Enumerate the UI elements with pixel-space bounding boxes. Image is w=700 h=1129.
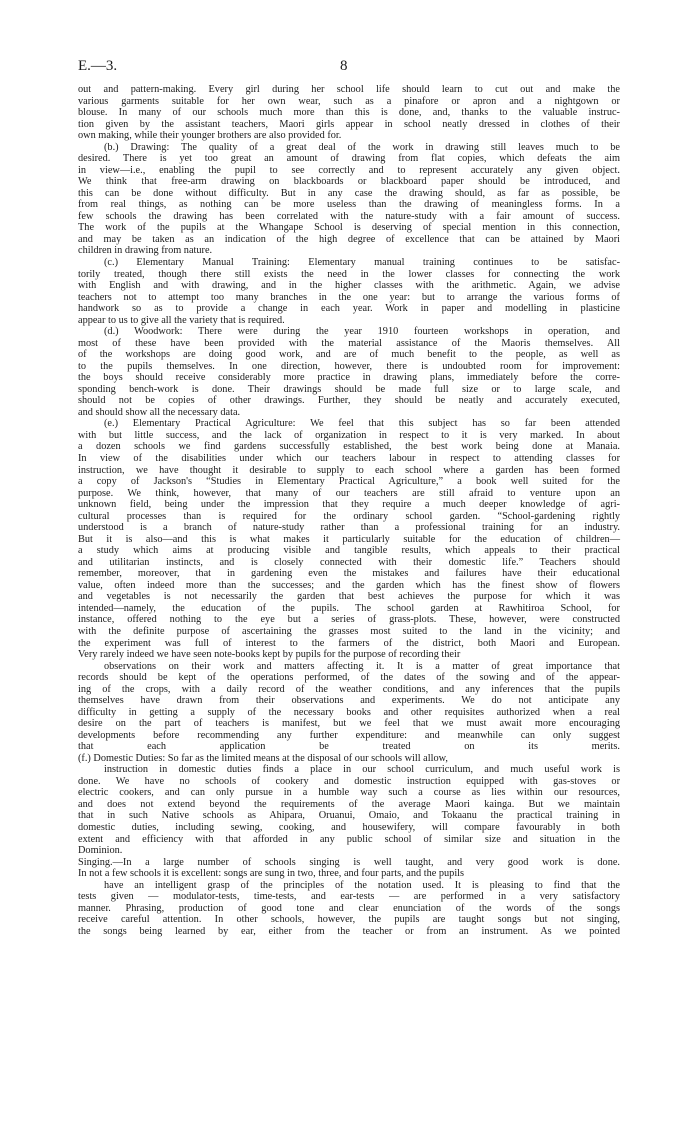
text-line: (c.) Elementary Manual Training: Elementary manual training continues to be satisfac-: [104, 256, 620, 268]
text-line: (d.) Woodwork: There were during the year 1910 fourteen workshops in operation, and: [104, 326, 620, 338]
text-line: Singing.—In a large number of schools singing is well taught, and very good work is done.: [78, 856, 620, 868]
text-line: various garments suitable for her own wear, such as a pinafore or apron and a nightgown or: [78, 95, 620, 107]
text-line: with the definite purpose of ascertaining the grasses most suited to the land in the vicinity; and: [78, 625, 620, 637]
text-line: few schools the drawing has been correlated with the nature-study with a fair amount of success.: [78, 210, 620, 222]
text-line: out and pattern-making. Every girl during her school life should learn to cut out and make the: [78, 84, 620, 95]
text-line: themselves have drawn from their observations and experiments. We do not anticipate any: [78, 695, 620, 707]
page-header: [78, 58, 618, 78]
text-line: and does not extend beyond the requirements of the average Maori kainga. But we maintain: [78, 798, 620, 810]
text-line: the experiment was full of interest to the farmers of the district, both Maori and European.: [78, 637, 620, 649]
text-line: should not be copies of other drawings. Further, they should be neatly and accurately executed,: [78, 395, 620, 407]
document-reference: E.—3.: [78, 58, 118, 74]
text-line: instruction in domestic duties finds a place in our school curriculum, and much useful work is: [104, 764, 620, 776]
text-line: tests given — modulator-tests, time-tests, and ear-tests — are performed in a very satisfactory: [78, 891, 620, 903]
text-line: sponding bench-work is done. Their drawings should be made full size or to large scale, and: [78, 383, 620, 395]
text-line: the boys should receive considerably more practice in drawing plans, immediately before the corre-: [78, 372, 620, 384]
text-line: In not a few schools it is excellent: songs are sung in two, three, and four parts, and the pupils: [78, 868, 465, 880]
text-line: difficulty in getting a supply of the necessary books and other requisites authorized when a real: [78, 706, 620, 718]
text-line: The work of the pupils at the Whangape School is deserving of special mention in this connection,: [78, 222, 620, 234]
text-line: We think that free-arm drawing on blackboards or blackboard paper should be introduced, and: [78, 176, 620, 188]
text-line: children in drawing from nature.: [78, 245, 213, 257]
text-line: ing of the crops, with a daily record of the weather conditions, and any inferences that the pupils: [78, 683, 620, 695]
text-line: tion given by the assistant teachers, Maori girls appear in school neatly dressed in clothes of their: [78, 118, 620, 130]
text-line: manner. Phrasing, production of good tone and clear enunciation of the words of the songs: [78, 902, 620, 914]
text-line: In view of the disabilities under which our teachers labour in respect to attending classes for: [78, 453, 620, 464]
text-line: and should show all the necessary data.: [78, 406, 241, 418]
text-line: value, often indeed more than the successes; and the garden which has the finest show of flowers: [78, 579, 620, 591]
text-line: own making, while their younger brothers are also provided for.: [78, 130, 342, 142]
text-line: handwork so as to provide a change in each year. Work in paper and modelling in plasticine: [78, 303, 620, 315]
text-line: the songs being learned by ear, either from the teacher or from an instrument. As we pointed: [78, 925, 620, 937]
text-line: with but little success, and the lack of organization in respect to it is very marked. In about: [78, 429, 620, 441]
text-line: But it is also—and this is what makes it particularly suitable for the education of children—: [78, 533, 620, 545]
text-line: intended—namely, the education of the pupils. The school garden at Rawhitiroa School, for: [78, 602, 620, 614]
text-line: and vegetables is not necessarily the garden that best achieves the purpose for which it was: [78, 591, 620, 603]
text-line: from real things, as nothing can be more useless than the drawing of meaningless forms. In a: [78, 199, 620, 211]
text-line: Dominion.: [78, 845, 123, 857]
text-line: receive careful attention. In other schools, however, the pupils are taught songs but not singing,: [78, 914, 620, 926]
text-line: domestic duties, including sewing, cooking, and housewifery, will compare favourably in both: [78, 822, 620, 833]
text-line: to the pupils themselves. In one direction, however, there is undoubted room for improvement:: [78, 360, 620, 372]
body-text: [78, 84, 620, 937]
text-line: a dozen schools we find gardens successfully established, the best work being done at Manaia.: [78, 441, 620, 453]
text-line: most of these have been provided with the material assistance of the Maoris themselves. All: [78, 337, 620, 349]
text-line: desire on the part of teachers is manifest, but we feel that we must await more encouraging: [78, 718, 620, 730]
text-line: (f.) Domestic Duties: So far as the limited means at the disposal of our schools will allow,: [78, 752, 448, 764]
text-line: have an intelligent grasp of the principles of the notation used. It is pleasing to find that the: [104, 879, 620, 891]
text-line: that in such Native schools as Ahipara, Oruanui, Omaio, and Tokaanu the practical training in: [78, 810, 620, 822]
text-line: instruction, we have thought it desirable to supply to each school where a garden has been formed: [78, 464, 620, 476]
text-line: understood is a branch of nature-study rather than a professional training for an industry.: [78, 522, 620, 534]
text-line: done. We have no schools of cookery and domestic instruction equipped with gas-stoves or: [78, 775, 620, 787]
text-line: a study which aims at producing visible and tangible results, which appeals to their practical: [78, 545, 620, 557]
text-line: records should be kept of the operations performed, of the dates of the sowing and of the appear-: [78, 672, 620, 684]
text-line: remember, moreover, that in gardening even the mistakes and failures have their educational: [78, 568, 620, 580]
text-line: extent and efficiency with that afforded in any public school of similar size and situation in the: [78, 833, 620, 845]
text-line: Very rarely indeed we have seen note-books kept by pupils for the purpose of recording their: [78, 649, 461, 661]
text-line: a copy of Jackson's “Studies in Elementary Practical Agriculture,” a book well suited for the: [78, 476, 620, 488]
text-line: in view—i.e., enabling the pupil to see correctly and to represent accurately any given object.: [78, 164, 620, 176]
text-line: and may be taken as an indication of the high degree of excellence that can be attained by Maori: [78, 233, 620, 245]
text-line: developments before recommending any further expenditure: and meanwhile can only suggest: [78, 729, 620, 741]
text-line: electric cookers, and can only pursue in a humble way such a course as lies within our resources,: [78, 787, 620, 799]
text-line: this can be done without difficulty. But in any case the drawing should, as far as possible, be: [78, 187, 620, 199]
text-line: (e.) Elementary Practical Agriculture: We feel that this subject has so far been attended: [104, 418, 620, 430]
text-line: torily treated, though there still exists the need in the lower classes for connecting the work: [78, 268, 620, 280]
page-number: 8: [340, 58, 348, 74]
text-line: appear to us to give all the variety that is required.: [78, 314, 285, 326]
text-line: and utilitarian instincts, and is closely connected with their domestic life.” Teachers should: [78, 556, 620, 568]
text-line: purpose. We think, however, that many of our teachers are still afraid to venture upon an: [78, 487, 620, 499]
text-line: cultural processes than is required for the ordinary school garden. “School-gardening rightly: [78, 510, 620, 522]
text-line: blouse. In many of our schools much more than this is done, and, thanks to the valuable instruc-: [78, 107, 620, 119]
text-line: desired. There is yet too great an amount of drawing from flat copies, which defeats the aim: [78, 153, 620, 165]
text-line: (b.) Drawing: The quality of a great deal of the work in drawing still leaves much to be: [104, 141, 620, 153]
text-line: unknown field, being under the impression that they require a much deeper knowledge of agri-: [78, 499, 620, 511]
text-line: instance, offered nothing to the eye but a series of grass-plots. These, however, were constructed: [78, 614, 620, 626]
text-line: teachers not to attempt too many branches in the one year: but to arrange the various forms of: [78, 291, 620, 303]
text-line: observations on their work and matters affecting it. It is a matter of great importance that: [104, 660, 620, 672]
text-line: of the workshops are doing good work, and are of much benefit to the people, as well as: [78, 349, 620, 361]
text-line: that each application be treated on its merits.: [78, 741, 620, 753]
text-line: with English and with drawing, and in the higher classes with the arithmetic. Again, we advise: [78, 280, 620, 292]
